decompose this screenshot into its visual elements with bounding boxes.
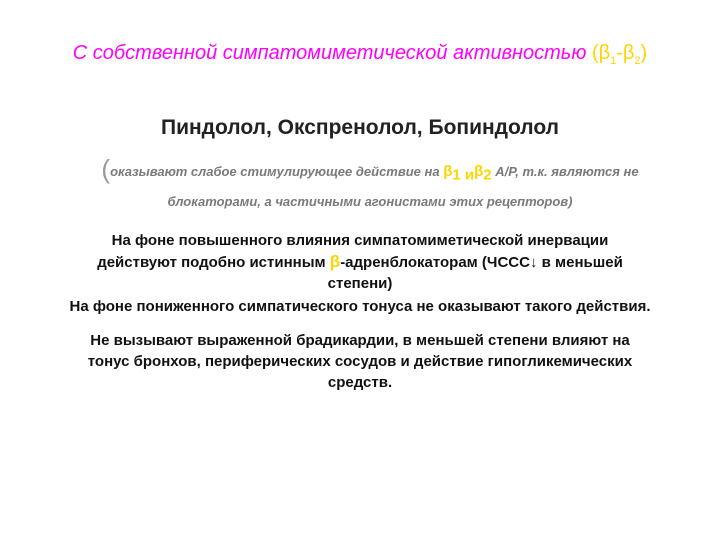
note-beta2: β [474,163,484,180]
paragraph-effects [0,330,720,393]
title-beta1: β [598,42,611,64]
para1-beta: β [329,252,341,271]
title-close-paren: ) [640,42,648,64]
note-line-2: блокаторами, а частичными агонистами этих рецепторов) [167,193,573,209]
para1-line-3: степени) [327,275,393,292]
note-text-a: оказывают слабое стимулирующее действие на [110,164,444,179]
note-sub1: 1 и [452,166,475,184]
title-open-paren: ( [591,42,599,64]
title-sub1: 1 [610,55,617,67]
para3-line-3: средств. [327,374,393,391]
note-beta1: β [443,163,453,180]
title-text: С собственной симпатомиметической активностью [72,42,592,64]
drug-list-heading: Пиндолол, Окспренолол, Бопиндолол [160,116,560,139]
title-beta2: β [622,42,635,64]
paragraph-reduced-tone: На фоне пониженного симпатического тонуса не оказывают такого действия. [69,298,651,315]
para3-line-1: Не вызывают выраженной брадикардии, в меньшей степени влияют на [90,332,630,349]
note-open-paren: ( [101,154,111,184]
para1-line-2 [0,251,720,273]
note-line-1 [40,156,700,189]
para3-line-2: тонус бронхов, периферических сосудов и действие гипогликемических [87,353,633,370]
para1-text-a: действуют подобно истинным [97,254,330,271]
note-sub2: 2 [483,166,492,184]
paragraph-increased-tone [0,230,720,294]
note-paragraph [40,156,700,215]
para1-text-b: -адренблокаторам (ЧССС↓ в меньшей [340,254,623,271]
title-sub2: 2 [634,55,641,67]
para1-line-1: На фоне повышенного влияния симпатомиметической инервации [111,232,609,249]
note-text-b: А/Р, т.к. являются не [491,164,639,179]
title-dash: - [616,42,623,64]
slide-title [0,42,720,67]
